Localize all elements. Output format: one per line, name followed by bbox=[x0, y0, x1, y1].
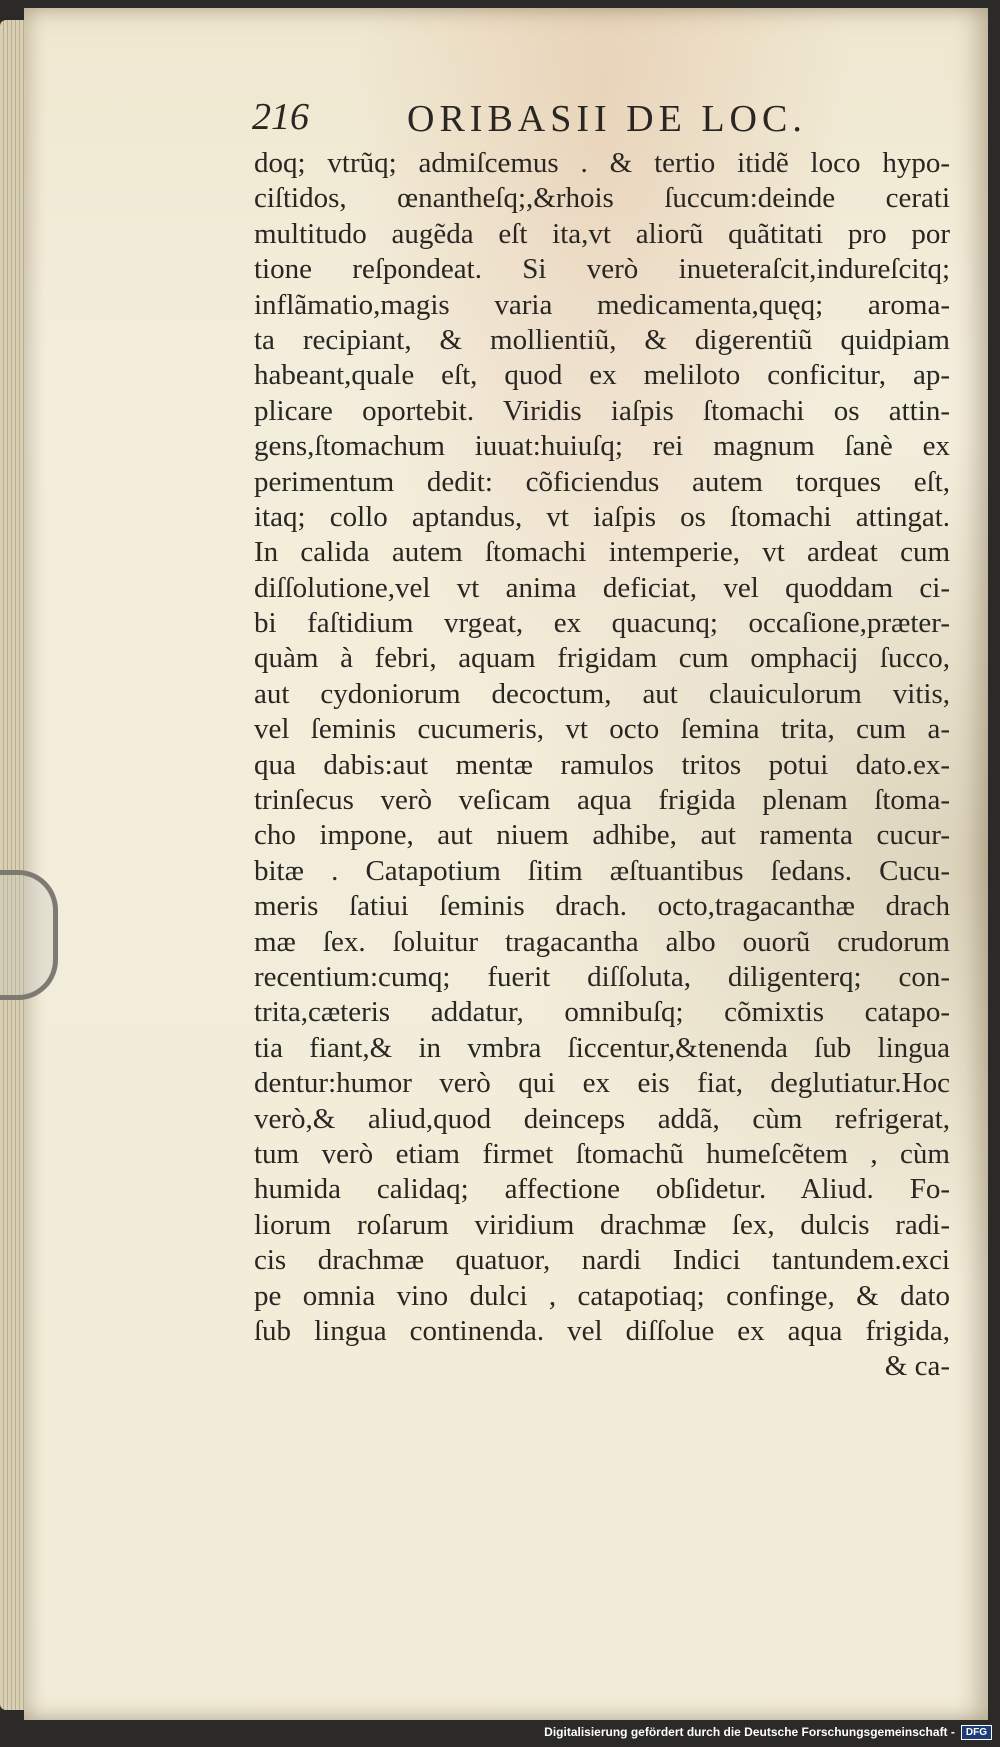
text-line: habeant,quale eſt, quod ex meliloto conficitur, ap- bbox=[254, 359, 950, 392]
dfg-logo: DFG bbox=[961, 1725, 992, 1740]
text-line: gens,ſtomachum iuuat:huiuſq; rei magnum ſanè ex bbox=[254, 430, 950, 463]
page-clip bbox=[0, 870, 58, 1000]
catchword: & ca- bbox=[884, 1350, 950, 1383]
text-line: aut cydoniorum decoctum, aut clauiculorum vitis, bbox=[254, 677, 950, 710]
text-line: inflãmatio,magis varia medicamenta,quęq; aroma- bbox=[254, 288, 950, 321]
text-line: liorum roſarum viridium drachmæ ſex, dulcis radi- bbox=[254, 1208, 950, 1241]
text-line: itaq; collo aptandus, vt iaſpis os ſtomachi attingat. bbox=[254, 500, 950, 533]
text-line: multitudo augẽda eſt ita,vt aliorũ quãtitati pro por bbox=[254, 217, 950, 250]
text-line: verò,& aliud,quod deinceps addã, cùm refrigerat, bbox=[254, 1102, 950, 1135]
text-line: cis drachmæ quatuor, nardi Indici tantundem.exci bbox=[254, 1244, 950, 1277]
text-line: trita,cæteris addatur, omnibuſq; cõmixtis catapo- bbox=[254, 996, 950, 1029]
text-line: perimentum dedit: cõficiendus autem torques eſt, bbox=[254, 465, 950, 498]
text-line: recentium:cumq; fuerit diſſoluta, diligenterq; con- bbox=[254, 960, 950, 993]
text-line: ciſtidos, œnantheſq;,&rhois ſuccum:deinde cerati bbox=[254, 182, 950, 215]
text-line: qua dabis:aut mentæ ramulos tritos potui dato.ex- bbox=[254, 748, 950, 781]
text-line: bi faſtidium vrgeat, ex quacunq; occaſione,præter- bbox=[254, 607, 950, 640]
text-line: bitæ . Catapotium ſitim æſtuantibus ſedans. Cucu- bbox=[254, 854, 950, 887]
credit-text: Digitalisierung gefördert durch die Deutsche Forschungsgemeinschaft - bbox=[544, 1725, 955, 1739]
text-line: cho impone, aut niuem adhibe, aut ramenta cucur- bbox=[254, 819, 950, 852]
text-line: mæ ſex. ſoluitur tragacantha albo ouorũ crudorum bbox=[254, 925, 950, 958]
text-line: dentur:humor verò qui ex eis fiat, deglutiatur.Hoc bbox=[254, 1067, 950, 1100]
text-line: In calida autem ſtomachi intemperie, vt ardeat cum bbox=[254, 536, 950, 569]
digitization-credit bbox=[544, 1721, 992, 1743]
text-line: plicare oportebit. Viridis iaſpis ſtomachi os attin- bbox=[254, 394, 950, 427]
text-line: diſſolutione,vel vt anima deficiat, vel quoddam ci- bbox=[254, 571, 950, 604]
text-line: tia fiant,& in vmbra ſiccentur,&tenenda ſub lingua bbox=[254, 1031, 950, 1064]
text-line: humida calidaq; affectione obſidetur. Aliud. Fo- bbox=[254, 1173, 950, 1206]
text-line: ta recipiant, & mollientiũ, & digerentiũ quidpiam bbox=[254, 323, 950, 356]
text-line: doq; vtrũq; admiſcemus . & tertio itidẽ loco hypo- bbox=[254, 147, 950, 179]
text-line: pe omnia vino dulci , catapotiaq; confinge, & dato bbox=[254, 1279, 950, 1312]
text-line: meris ſatiui ſeminis drach. octo,tragacanthæ drach bbox=[254, 890, 950, 923]
text-line: ſub lingua continenda. vel diſſolue ex aqua frigida, bbox=[254, 1314, 950, 1347]
text-line: tum verò etiam firmet ſtomachũ humeſcẽtem , cùm bbox=[254, 1137, 950, 1170]
text-line: tione reſpondeat. Si verò inueteraſcit,indureſcitq; bbox=[254, 253, 950, 286]
text-line: trinſecus verò veſicam aqua frigida plenam ſtoma- bbox=[254, 784, 950, 817]
running-title: ORIBASII DE LOC. bbox=[407, 98, 807, 140]
text-line: quàm à febri, aquam frigidam cum omphacij ſucco, bbox=[254, 642, 950, 675]
text-line: vel ſeminis cucumeris, vt octo ſemina trita, cum a- bbox=[254, 713, 950, 746]
body-text bbox=[254, 146, 950, 1385]
page-number: 216 bbox=[252, 96, 309, 138]
